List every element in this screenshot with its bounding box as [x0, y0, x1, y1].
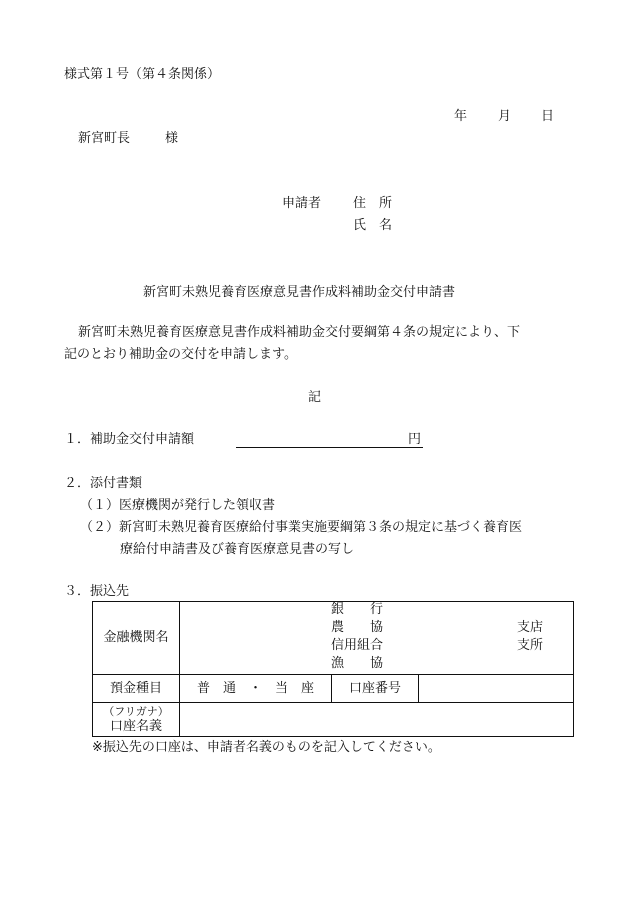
item2-label: ２．添付書類 [64, 476, 143, 491]
item1-unit: 円 [408, 432, 422, 447]
body-line-1: 新宮町未熟児養育医療意見書作成料補助金交付要綱第４条の規定により、下 [78, 325, 521, 340]
addressee-name: 新宮町長 [78, 131, 131, 146]
deposit-type-label: 預金種目 [93, 675, 180, 703]
date-year: 年 [454, 109, 468, 124]
applicant-address-label: 住 所 [353, 196, 393, 211]
deposit-type-value: 普 通 ・ 当 座 [180, 675, 332, 703]
item2-sub2-line2: 療給付申請書及び養育医療意見書の写し [120, 542, 355, 557]
account-name-field[interactable] [180, 703, 574, 737]
furigana-label: （フリガナ） [103, 704, 169, 718]
deposit-row [93, 675, 574, 703]
bank-type-credit: 信用組合 [331, 638, 384, 653]
item2-sub2-line1: （２）新宮町未熟児養育医療給付事業実施要綱第３条の規定に基づく養育医 [80, 520, 523, 535]
account-name-label: 口座名義 [109, 718, 162, 734]
addressee-honorific: 様 [165, 131, 179, 146]
item2-sub1: （１）医療機関が発行した領収書 [80, 498, 276, 513]
amount-underline [236, 447, 423, 448]
bank-type-fish: 漁 協 [331, 656, 384, 671]
date-month: 月 [498, 109, 512, 124]
account-number-field[interactable] [419, 675, 574, 703]
branch-label: 支店 [517, 620, 544, 635]
account-number-label: 口座番号 [332, 675, 419, 703]
bank-type-bank: 銀 行 [331, 602, 384, 617]
account-name-label-cell [93, 703, 180, 737]
date-day: 日 [541, 109, 555, 124]
bank-type-agri: 農 協 [331, 620, 384, 635]
body-line-2: 記のとおり補助金の交付を申請します。 [64, 347, 297, 362]
form-number: 様式第１号（第４条関係） [64, 67, 221, 82]
item3-label: ３．振込先 [64, 584, 130, 599]
account-name-row [93, 703, 574, 737]
bank-transfer-table [92, 601, 574, 737]
applicant-name-label: 氏 名 [353, 218, 393, 233]
item1-label: １．補助金交付申請額 [64, 432, 195, 447]
sub-branch-label: 支所 [517, 638, 544, 653]
institution-cell [180, 602, 574, 675]
applicant-label: 申請者 [282, 196, 322, 211]
note: ※振込先の口座は、申請者名義のものを記入してください。 [92, 740, 441, 755]
document-title: 新宮町未熟児養育医療意見書作成料補助金交付申請書 [143, 285, 456, 300]
institution-row [93, 602, 574, 675]
ki-heading: 記 [308, 390, 322, 405]
institution-label: 金融機関名 [93, 602, 180, 675]
